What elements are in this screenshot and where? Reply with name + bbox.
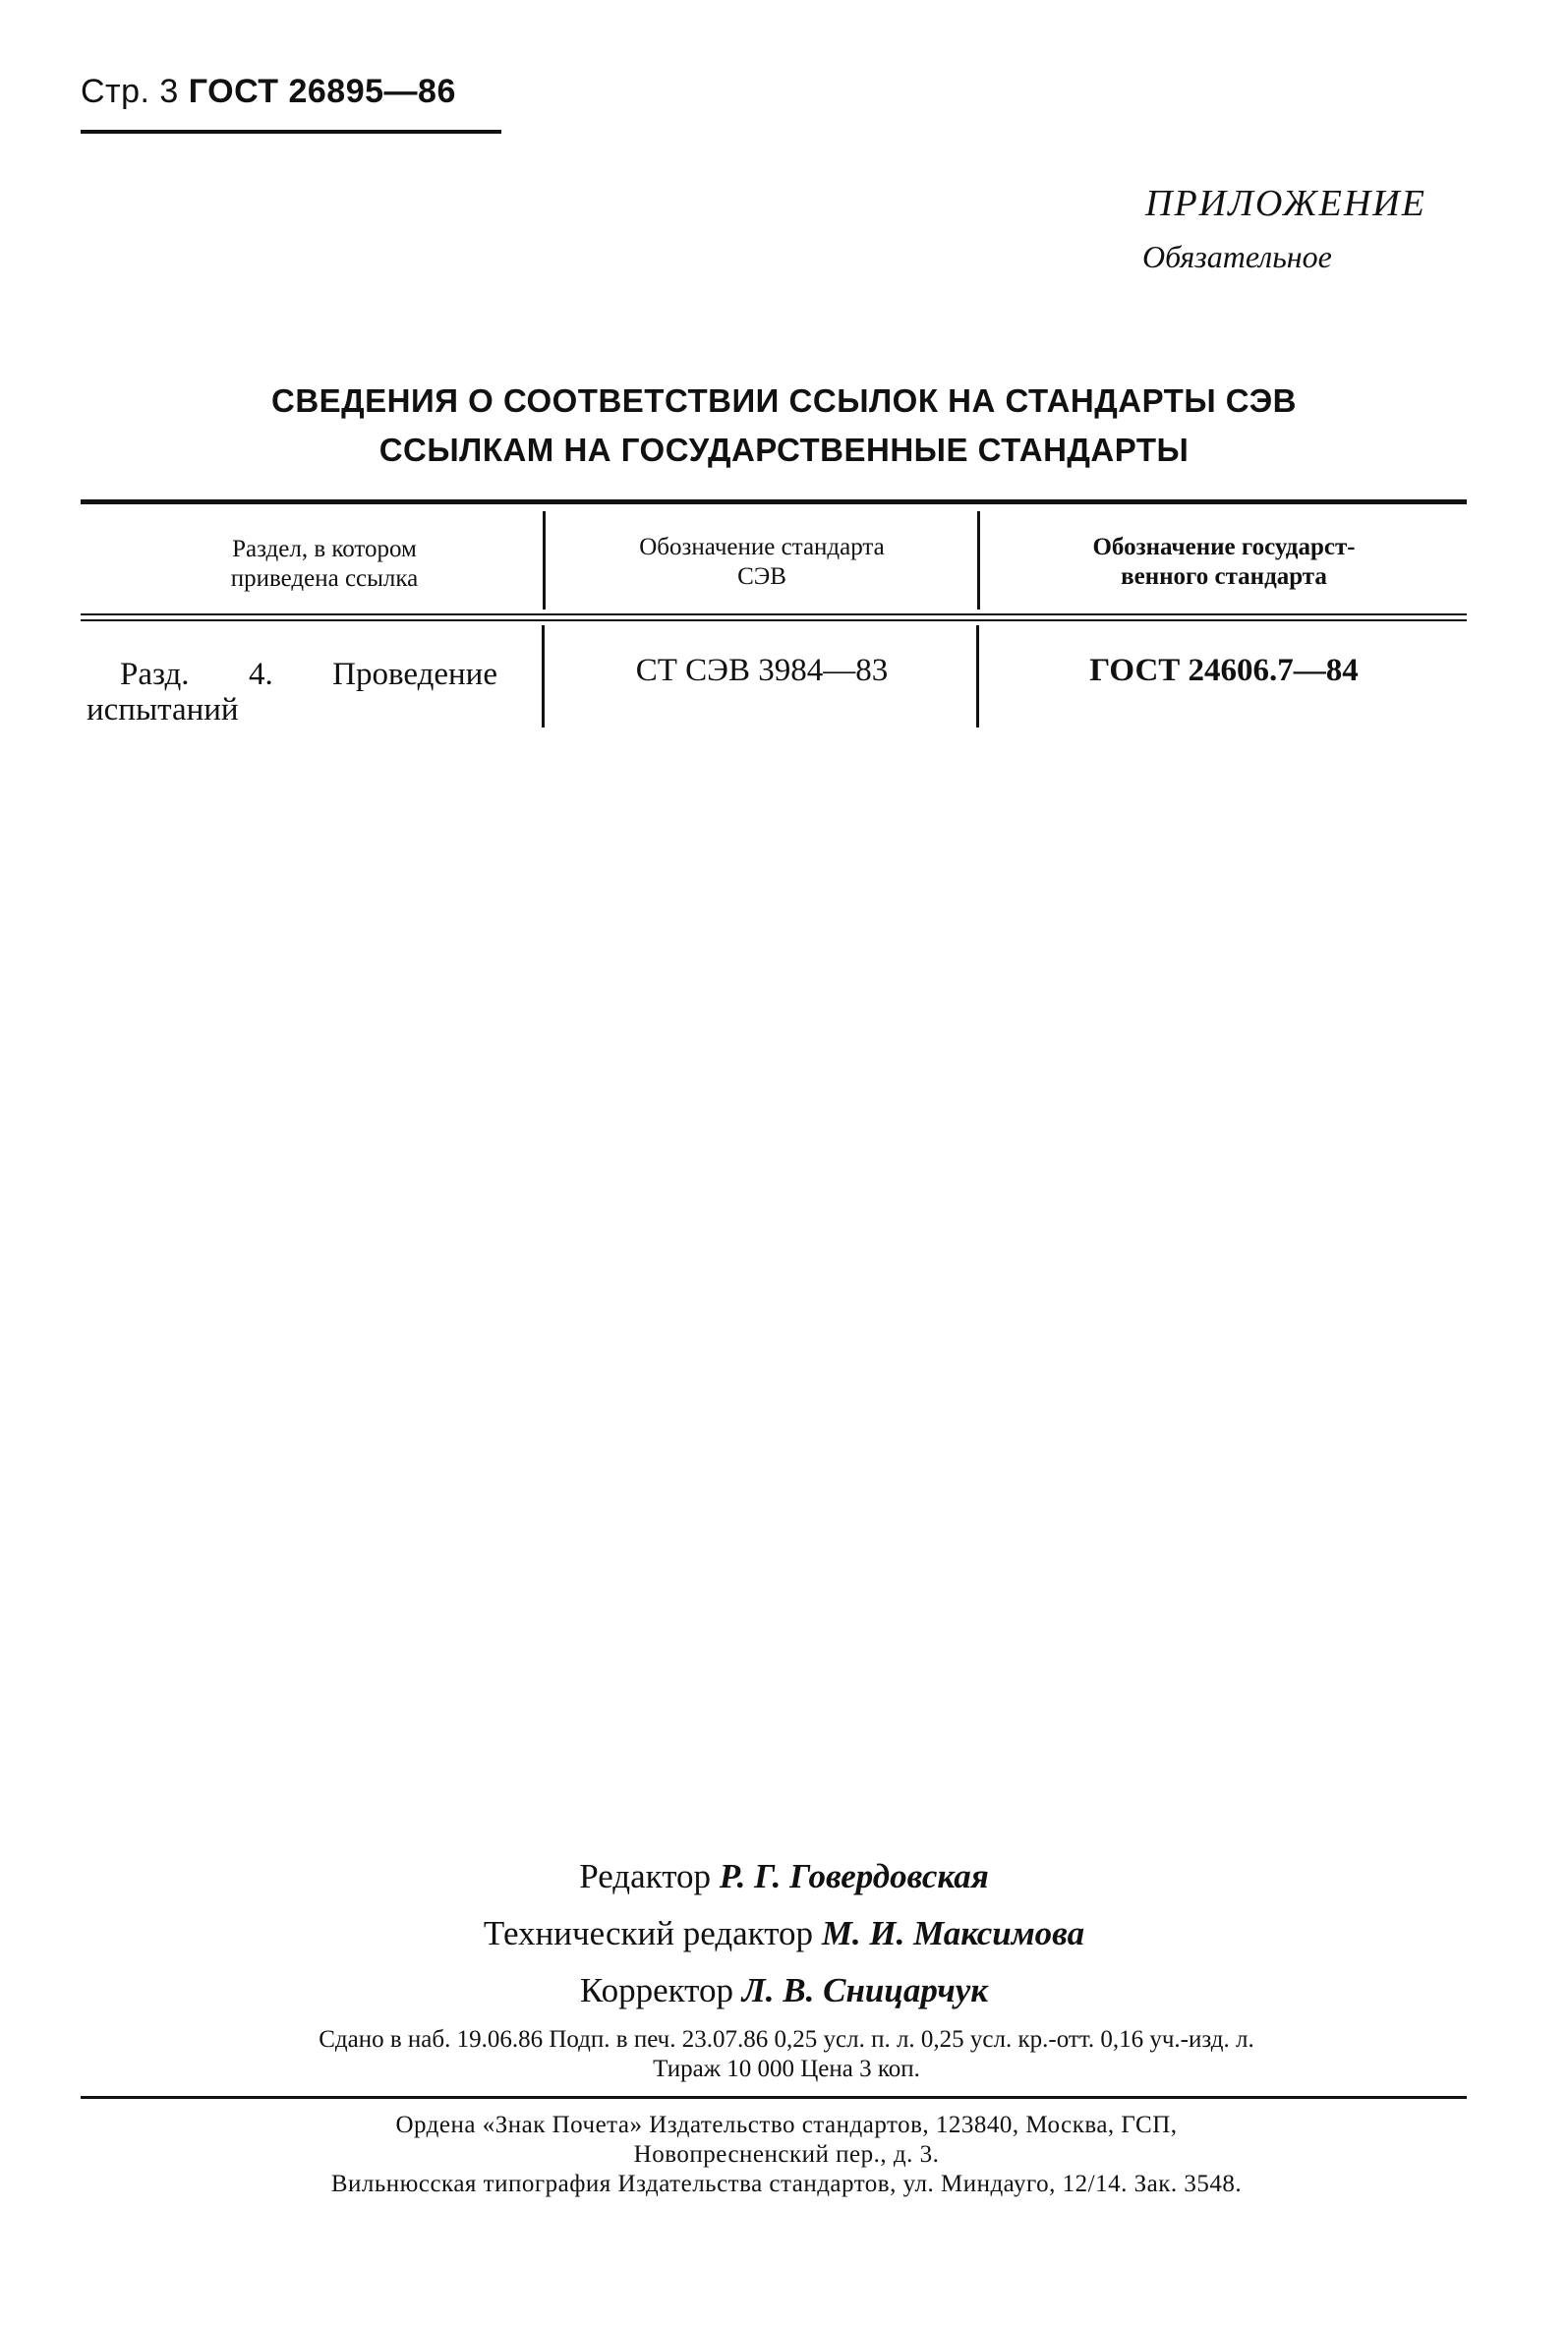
credits — [0, 1848, 1568, 2019]
table-header-section: Раздел, в котором приведена ссылка — [230, 536, 419, 592]
table-column-divider-4 — [976, 625, 979, 727]
table-header-rule-bottom — [81, 619, 1467, 621]
document-title-line-2: ССЫЛКАМ НА ГОСУДАРСТВЕННЫЕ СТАНДАРТЫ — [378, 432, 1190, 468]
credit-technical-editor: Технический редактор М. И. Максимова — [483, 1914, 1085, 1952]
print-info — [79, 2025, 1494, 2084]
document-title — [0, 377, 1568, 475]
footer-rule — [81, 2096, 1467, 2099]
table-top-rule — [81, 499, 1467, 504]
page-header — [81, 73, 456, 111]
page-label: Стр. 3 — [81, 73, 179, 110]
table-header-cmea-standard: Обозначение стандарта СЭВ — [639, 534, 885, 590]
publisher-line-2: Новопресненский пер., д. 3. — [633, 2141, 940, 2168]
publisher-info — [79, 2111, 1494, 2199]
table-column-divider-3 — [542, 625, 545, 727]
table-cell-section-line-2: испытаний — [87, 692, 239, 727]
table-cell-state-standard: ГОСТ 24606.7—84 — [1089, 653, 1359, 688]
print-info-line-2: Тираж 10 000 Цена 3 коп. — [653, 2056, 920, 2082]
credit-editor: Редактор Р. Г. Говердовская — [579, 1857, 989, 1895]
table-header-rule-top — [81, 613, 1467, 615]
document-title-line-1: СВЕДЕНИЯ О СООТВЕТСТВИИ ССЫЛОК НА СТАНДАРТЫ СЭВ — [270, 382, 1298, 419]
table-column-divider-1 — [543, 511, 546, 610]
table-column-divider-2 — [977, 511, 980, 610]
table-cell-cmea-standard: СТ СЭВ 3984—83 — [635, 653, 889, 688]
publisher-line-3: Вильнюсская типография Издательства стандартов, ул. Миндауго, 12/14. Зак. 3548. — [330, 2171, 1243, 2197]
appendix-subtitle: Обязательное — [1142, 239, 1332, 274]
appendix-title: ПРИЛОЖЕНИЕ — [1145, 183, 1426, 224]
table-cell-section-line-1: Разд. 4. Проведение — [120, 657, 497, 692]
publisher-line-1: Ордена «Знак Почета» Издательство стандартов, 123840, Москва, ГСП, — [395, 2112, 1178, 2138]
header-rule — [81, 130, 501, 134]
document-code: ГОСТ 26895—86 — [188, 73, 456, 110]
credit-proofreader: Корректор Л. В. Сницарчук — [579, 1971, 988, 2009]
table-header-state-standard: Обозначение государст- венного стандарта — [1092, 534, 1356, 590]
print-info-line-1: Сдано в наб. 19.06.86 Подп. в печ. 23.07.86 0,25 усл. п. л. 0,25 усл. кр.-отт. 0,16 уч.-изд. л. — [319, 2026, 1254, 2053]
